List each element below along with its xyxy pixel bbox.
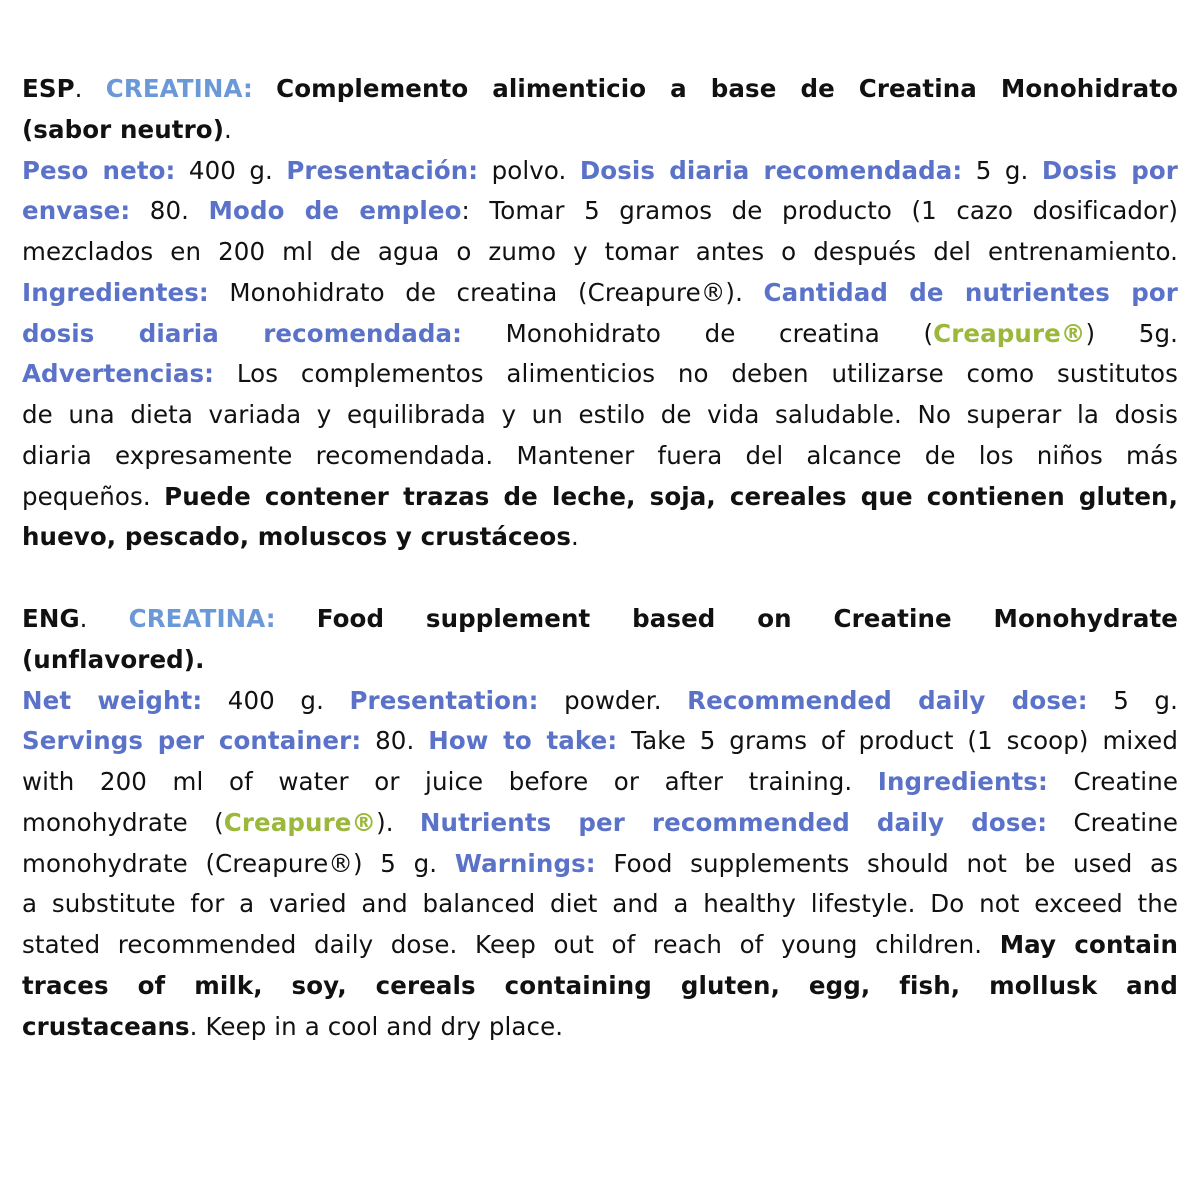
text-line — [22, 843, 1178, 884]
field-label: Dosis por — [1041, 155, 1178, 185]
body-text: . Keep in a cool and dry place. — [189, 1011, 564, 1041]
brand-name: Creapure® — [933, 318, 1086, 348]
body-text: de una dieta variada y equilibrada y un estilo de vida saludable. No superar la dosis — [22, 400, 1178, 429]
bold-text: (unflavored). — [22, 644, 205, 674]
body-text: Creatine — [1047, 807, 1178, 837]
body-text: Creatine — [1047, 767, 1178, 796]
text-line — [22, 150, 1178, 191]
body-text: ) 5g. — [1085, 318, 1178, 348]
text-line — [22, 924, 1178, 965]
text-line — [22, 680, 1178, 721]
field-label: How to take: — [428, 726, 618, 756]
text-line — [22, 313, 1178, 354]
bold-text: May contain — [999, 930, 1179, 959]
body-text: diaria expresamente recomendada. Mantener fuera del alcance de los niños más — [22, 440, 1178, 470]
body-text: 400 g. — [175, 155, 287, 185]
text-line — [22, 883, 1178, 924]
body-text — [253, 74, 276, 103]
field-label: Dosis diaria recomendada: — [579, 155, 963, 185]
bold-text: Puede contener trazas de leche, soja, cereales que contienen gluten, — [164, 481, 1179, 511]
bold-text: (sabor neutro) — [22, 114, 225, 144]
text-line — [22, 761, 1178, 802]
field-label: Peso neto: — [22, 155, 176, 185]
text-line — [22, 394, 1178, 435]
text-line — [22, 190, 1178, 231]
field-label: Advertencias: — [22, 359, 215, 389]
bold-text: ESP — [22, 74, 75, 103]
text-line — [22, 109, 1178, 150]
text-line — [22, 1006, 1178, 1047]
body-text: 5 g. — [1087, 685, 1178, 715]
field-label: Ingredients: — [877, 767, 1048, 796]
bold-text: crustaceans — [22, 1011, 190, 1041]
body-text: with 200 ml of water or juice before or after training. — [22, 767, 878, 796]
text-line — [22, 720, 1178, 761]
body-text — [276, 604, 317, 633]
text-line — [22, 598, 1178, 639]
product-header: CREATINA: — [105, 74, 253, 103]
body-text: monohydrate (Creapure®) 5 g. — [22, 848, 455, 878]
text-line — [22, 435, 1178, 476]
body-text: Take 5 grams of product (1 scoop) mixed — [617, 726, 1178, 756]
field-label: Warnings: — [454, 848, 596, 878]
field-label: envase: — [22, 196, 131, 226]
text-line — [22, 68, 1178, 109]
field-label: Cantidad de nutrientes por — [763, 277, 1178, 307]
field-label: dosis diaria recomendada: — [22, 318, 463, 348]
body-text: 80. — [130, 196, 209, 226]
body-text: 400 g. — [202, 685, 350, 715]
field-label: Presentation: — [349, 685, 539, 715]
body-text: a substitute for a varied and balanced diet and a healthy lifestyle. Do not exceed the — [22, 889, 1178, 919]
body-text: . — [79, 604, 129, 633]
body-text: Los complementos alimenticios no deben utilizarse como sustitutos — [214, 359, 1178, 389]
body-text: monohydrate ( — [22, 807, 224, 837]
body-text: ). — [376, 807, 420, 837]
brand-name: Creapure® — [223, 807, 377, 837]
body-text: 5 g. — [962, 155, 1042, 185]
body-text: Monohidrato de creatina ( — [462, 318, 934, 348]
text-line — [22, 476, 1178, 517]
field-label: Nutrients per recommended daily dose: — [419, 807, 1048, 837]
body-text: mezclados en 200 ml de agua o zumo y tomar antes o después del entrenamiento. — [22, 237, 1178, 266]
field-label: Net weight: — [22, 685, 203, 715]
bold-text: Food supplement based on Creatine Monohydrate — [316, 604, 1178, 633]
text-line — [22, 965, 1178, 1006]
bold-text: Complemento alimenticio a base de Creatina Monohidrato — [276, 74, 1179, 103]
body-text: Food supplements should not be used as — [595, 848, 1179, 878]
body-text: : Tomar 5 gramos de producto (1 cazo dosificador) — [461, 196, 1178, 226]
body-text: pequeños. — [22, 481, 165, 511]
body-text: Monohidrato de creatina (Creapure®). — [208, 277, 764, 307]
body-text: 80. — [361, 726, 429, 756]
bold-text: ENG — [22, 604, 80, 633]
body-text: . — [571, 522, 579, 552]
body-text: . — [224, 114, 232, 144]
text-line — [22, 231, 1178, 272]
text-line — [22, 516, 1178, 557]
text-line — [22, 353, 1178, 394]
field-label: Ingredientes: — [22, 277, 209, 307]
body-text: powder. — [538, 685, 688, 715]
text-line — [22, 639, 1178, 680]
body-text: stated recommended daily dose. Keep out of reach of young children. — [22, 930, 1000, 959]
bold-text: huevo, pescado, moluscos y crustáceos — [22, 522, 572, 552]
body-text: polvo. — [478, 155, 580, 185]
body-text: . — [74, 74, 106, 103]
text-line — [22, 272, 1178, 313]
field-label: Modo de empleo — [208, 196, 462, 226]
bold-text: traces of milk, soy, cereals containing gluten, egg, fish, mollusk and — [22, 970, 1178, 1000]
field-label: Presentación: — [286, 155, 479, 185]
field-label: Recommended daily dose: — [687, 685, 1088, 715]
text-line — [22, 802, 1178, 843]
product-header: CREATINA: — [128, 604, 276, 633]
field-label: Servings per container: — [22, 726, 362, 756]
